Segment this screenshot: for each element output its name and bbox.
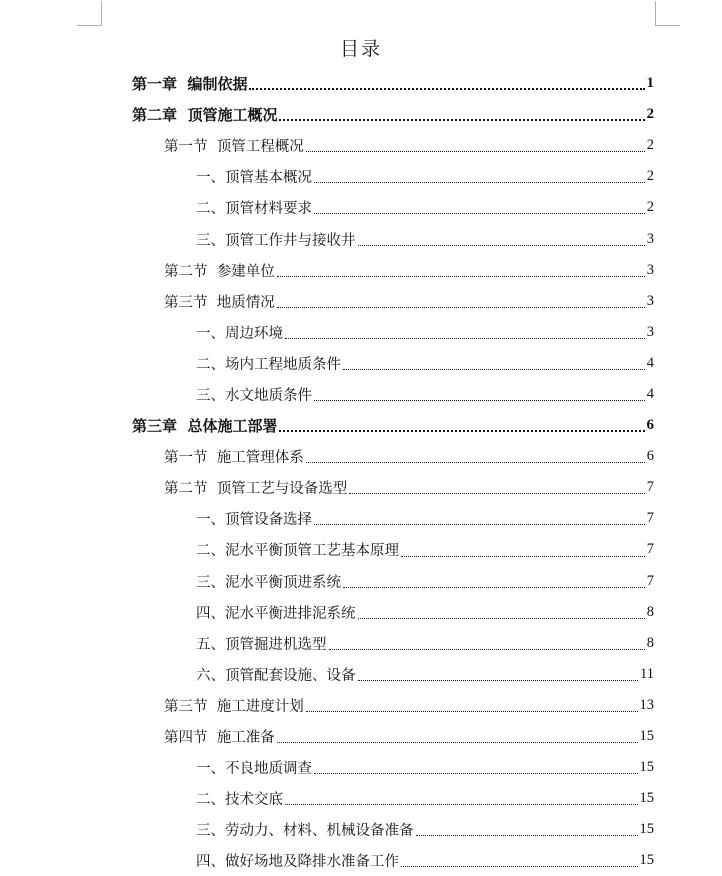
toc-entry-label: 第四节 施工准备 <box>164 730 275 747</box>
toc-page-number: 2 <box>646 199 654 216</box>
toc-entry-label: 一、顶管基本概况 <box>196 170 312 187</box>
toc-entry[interactable] <box>0 566 722 597</box>
toc-page-number: 7 <box>646 479 654 496</box>
toc-entry-label: 二、顶管材料要求 <box>196 201 312 218</box>
page-title: 目录 <box>339 38 382 60</box>
toc-dot-leader <box>306 711 638 712</box>
toc-entry[interactable] <box>0 99 722 130</box>
toc-page-number: 1 <box>646 75 654 92</box>
toc-entry-label: 第二章 顶管施工概况 <box>132 106 278 125</box>
toc-entry[interactable] <box>0 628 722 659</box>
toc-page-number: 3 <box>646 261 654 278</box>
toc-dot-leader <box>314 773 638 774</box>
toc-page-number: 13 <box>639 696 654 713</box>
toc-entry-label: 第一章 编制依据 <box>132 75 248 94</box>
toc-dot-leader <box>314 213 645 214</box>
toc-dot-leader <box>306 151 645 152</box>
toc-entry[interactable] <box>0 814 722 845</box>
toc-entry-label: 第二节 参建单位 <box>164 263 275 280</box>
toc-entry[interactable] <box>0 286 722 317</box>
toc-entry[interactable] <box>0 845 722 876</box>
toc-page-number: 8 <box>646 603 654 620</box>
toc-page-number: 3 <box>646 292 654 309</box>
table-of-contents <box>0 68 722 876</box>
toc-dot-leader <box>358 245 645 246</box>
toc-entry-label: 第一节 顶管工程概况 <box>164 139 304 156</box>
toc-entry[interactable] <box>0 783 722 814</box>
toc-dot-leader <box>358 680 639 681</box>
toc-dot-leader <box>343 587 645 588</box>
toc-entry[interactable] <box>0 317 722 348</box>
toc-entry[interactable] <box>0 130 722 161</box>
toc-entry[interactable] <box>0 534 722 565</box>
toc-entry-label: 三、泥水平衡顶进系统 <box>196 574 341 591</box>
toc-page-number: 2 <box>646 168 654 185</box>
toc-page-number: 3 <box>646 323 654 340</box>
toc-page-number: 11 <box>640 665 654 682</box>
toc-page-number: 7 <box>646 572 654 589</box>
toc-entry-label: 第三章 总体施工部署 <box>132 417 278 436</box>
toc-entry-label: 二、技术交底 <box>196 792 283 809</box>
toc-entry[interactable] <box>0 410 722 441</box>
toc-entry-label: 三、顶管工作井与接收井 <box>196 232 356 249</box>
toc-entry[interactable] <box>0 68 722 99</box>
toc-dot-leader <box>314 182 645 183</box>
toc-dot-leader <box>277 276 645 277</box>
toc-page-number: 7 <box>646 541 654 558</box>
toc-dot-leader <box>249 88 644 90</box>
toc-entry-label: 六、顶管配套设施、设备 <box>196 667 356 684</box>
toc-page-number: 2 <box>646 106 654 123</box>
toc-entry[interactable] <box>0 192 722 223</box>
toc-dot-leader <box>349 493 645 494</box>
toc-dot-leader <box>358 618 645 619</box>
toc-entry-label: 第一节 施工管理体系 <box>164 450 304 467</box>
toc-dot-leader <box>401 556 645 557</box>
toc-page-number: 8 <box>646 634 654 651</box>
toc-page-number: 15 <box>639 852 654 869</box>
toc-entry-label: 三、水文地质条件 <box>196 387 312 404</box>
toc-dot-leader <box>285 804 638 805</box>
toc-dot-leader <box>306 462 645 463</box>
crop-mark-top-left <box>77 1 102 26</box>
toc-entry[interactable] <box>0 255 722 286</box>
toc-entry[interactable] <box>0 472 722 503</box>
toc-entry[interactable] <box>0 503 722 534</box>
toc-page-number: 4 <box>646 354 654 371</box>
toc-dot-leader <box>314 400 645 401</box>
toc-dot-leader <box>401 866 638 867</box>
toc-entry[interactable] <box>0 721 722 752</box>
crop-mark-top-right <box>655 1 680 26</box>
toc-entry[interactable] <box>0 441 722 472</box>
toc-page-number: 7 <box>646 510 654 527</box>
toc-entry-label: 一、周边环境 <box>196 325 283 342</box>
toc-dot-leader <box>416 835 638 836</box>
toc-entry[interactable] <box>0 223 722 254</box>
toc-page-number: 4 <box>646 385 654 402</box>
toc-entry-label: 三、劳动力、材料、机械设备准备 <box>196 823 414 840</box>
toc-page-number: 3 <box>646 230 654 247</box>
toc-entry-label: 五、顶管掘进机选型 <box>196 636 327 653</box>
toc-page-number: 15 <box>639 728 654 745</box>
toc-dot-leader <box>314 524 645 525</box>
toc-dot-leader <box>279 119 644 121</box>
toc-entry-label: 第二节 顶管工艺与设备选型 <box>164 481 348 498</box>
toc-entry-label: 二、泥水平衡顶管工艺基本原理 <box>196 543 399 560</box>
toc-entry-label: 二、场内工程地质条件 <box>196 356 341 373</box>
toc-dot-leader <box>343 369 645 370</box>
toc-entry-label: 一、不良地质调查 <box>196 761 312 778</box>
toc-dot-leader <box>279 430 644 432</box>
toc-page-number: 2 <box>646 137 654 154</box>
toc-dot-leader <box>329 649 645 650</box>
toc-dot-leader <box>285 338 645 339</box>
toc-entry[interactable] <box>0 379 722 410</box>
toc-dot-leader <box>277 742 638 743</box>
toc-entry-label: 四、泥水平衡进排泥系统 <box>196 605 356 622</box>
toc-entry[interactable] <box>0 752 722 783</box>
toc-entry-label: 第三节 施工进度计划 <box>164 698 304 715</box>
toc-entry-label: 一、顶管设备选择 <box>196 512 312 529</box>
toc-entry[interactable] <box>0 659 722 690</box>
toc-entry[interactable] <box>0 161 722 192</box>
toc-page-number: 6 <box>646 417 654 434</box>
toc-page-number: 15 <box>639 759 654 776</box>
toc-entry[interactable] <box>0 690 722 721</box>
toc-page-number: 6 <box>646 448 654 465</box>
toc-page-number: 15 <box>639 790 654 807</box>
toc-entry[interactable] <box>0 348 722 379</box>
toc-page-number: 15 <box>639 821 654 838</box>
toc-entry-label: 四、做好场地及降排水准备工作 <box>196 854 399 871</box>
toc-entry-label: 第三节 地质情况 <box>164 294 275 311</box>
toc-dot-leader <box>277 307 645 308</box>
toc-entry[interactable] <box>0 597 722 628</box>
